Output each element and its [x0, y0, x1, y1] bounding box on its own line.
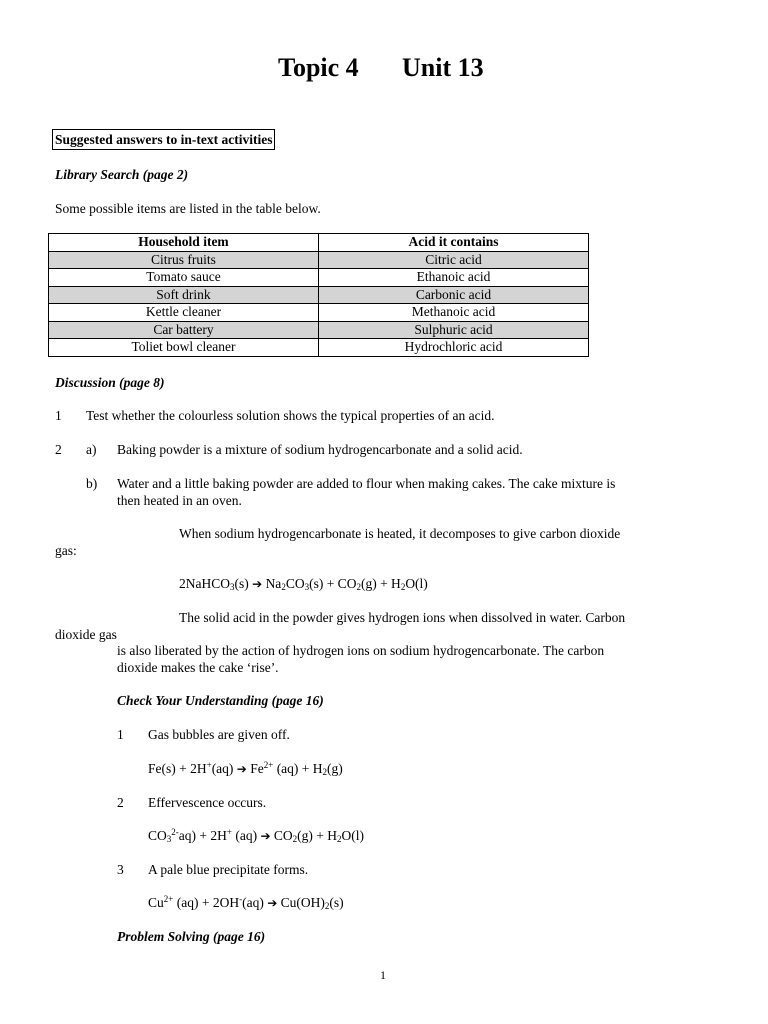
- question-number: 2: [55, 442, 62, 457]
- table-cell: Carbonic acid: [319, 286, 589, 304]
- table-cell: Kettle cleaner: [49, 304, 319, 322]
- answer-text: A pale blue precipitate forms.: [148, 862, 309, 877]
- table-cell: Tomato sauce: [49, 269, 319, 287]
- discussion-heading: Discussion (page 8): [55, 375, 165, 390]
- question-2b-text: Water and a little baking powder are added to flour when making cakes. The cake mixture is: [117, 476, 616, 491]
- paragraph-text: is also liberated by the action of hydrogen ions on sodium hydrogencarbonate. The carbon: [117, 643, 605, 658]
- sub-question-label: a): [86, 442, 97, 457]
- reaction-arrow-icon: ➔: [236, 762, 247, 776]
- reaction-arrow-icon: ➔: [252, 577, 263, 591]
- table-cell: Citrus fruits: [49, 251, 319, 269]
- table-row: [49, 304, 589, 322]
- column-header-household-item: Household item: [49, 234, 319, 252]
- table-cell: Ethanoic acid: [319, 269, 589, 287]
- problem-solving-heading: Problem Solving (page 16): [117, 929, 266, 944]
- table-cell: Car battery: [49, 321, 319, 339]
- table-cell: Methanoic acid: [319, 304, 589, 322]
- paragraph-text: dioxide makes the cake ‘rise’.: [117, 660, 279, 675]
- equation-iron: Fe(s) + 2H+(aq) ➔ $Fe^{2+}$ $(aq) + H_2(g)$: [148, 760, 343, 777]
- question-number: 2: [117, 795, 124, 810]
- table-cell: Sulphuric acid: [319, 321, 589, 339]
- table-row: [49, 339, 589, 357]
- column-header-acid: Acid it contains: [319, 234, 589, 252]
- paragraph-text: dioxide gas: [55, 627, 117, 642]
- table-row: [49, 286, 589, 304]
- paragraph-text: When sodium hydrogencarbonate is heated, it decomposes to give carbon dioxide: [179, 526, 621, 541]
- page-number: 1: [380, 968, 386, 982]
- answer-text: Gas bubbles are given off.: [148, 727, 290, 742]
- paragraph-text: The solid acid in the powder gives hydrogen ions when dissolved in water. Carbon: [179, 610, 626, 625]
- table-cell: Toliet bowl cleaner: [49, 339, 319, 357]
- question-1-text: Test whether the colourless solution shows the typical properties of an acid.: [86, 408, 495, 423]
- library-search-intro: Some possible items are listed in the table below.: [55, 201, 321, 216]
- section-heading: Suggested answers to in-text activities: [52, 129, 275, 150]
- equation-copper: $Cu^{2+}$ (aq) + 2OH-(aq) ➔ $Cu(OH)_2(s)$: [148, 894, 344, 911]
- table-row: [49, 251, 589, 269]
- sub-question-label: b): [86, 476, 98, 491]
- question-2a-text: Baking powder is a mixture of sodium hydrogencarbonate and a solid acid.: [117, 442, 523, 457]
- answer-text: Effervescence occurs.: [148, 795, 267, 810]
- reaction-arrow-icon: ➔: [260, 829, 271, 843]
- check-understanding-heading: Check Your Understanding (page 16): [117, 693, 324, 708]
- question-2b-text: then heated in an oven.: [117, 493, 242, 508]
- question-number: 1: [117, 727, 124, 742]
- table-header-row: [49, 234, 589, 252]
- table-cell: Hydrochloric acid: [319, 339, 589, 357]
- table-cell: Citric acid: [319, 251, 589, 269]
- table-cell: Soft drink: [49, 286, 319, 304]
- decomposition-equation: 2NaHCO$_3$(s) ➔ $Na_2CO_3(s) + CO_2(g) + H_2O(l)$: [179, 576, 428, 592]
- equation-carbonate: $CO_3^{2-}aq) + 2H^+$ (aq) ➔ $CO_2(g) + H_2O(l)$: [148, 827, 364, 844]
- household-acid-table: [48, 233, 589, 357]
- reaction-arrow-icon: ➔: [267, 896, 278, 910]
- library-search-heading: Library Search (page 2): [55, 167, 189, 182]
- page-title-unit: Unit 13: [402, 53, 484, 82]
- paragraph-text: gas:: [55, 543, 77, 558]
- question-number: 1: [55, 408, 62, 423]
- page-title-topic: Topic 4: [278, 53, 359, 82]
- question-number: 3: [117, 862, 124, 877]
- table-row: [49, 269, 589, 287]
- table-row: [49, 321, 589, 339]
